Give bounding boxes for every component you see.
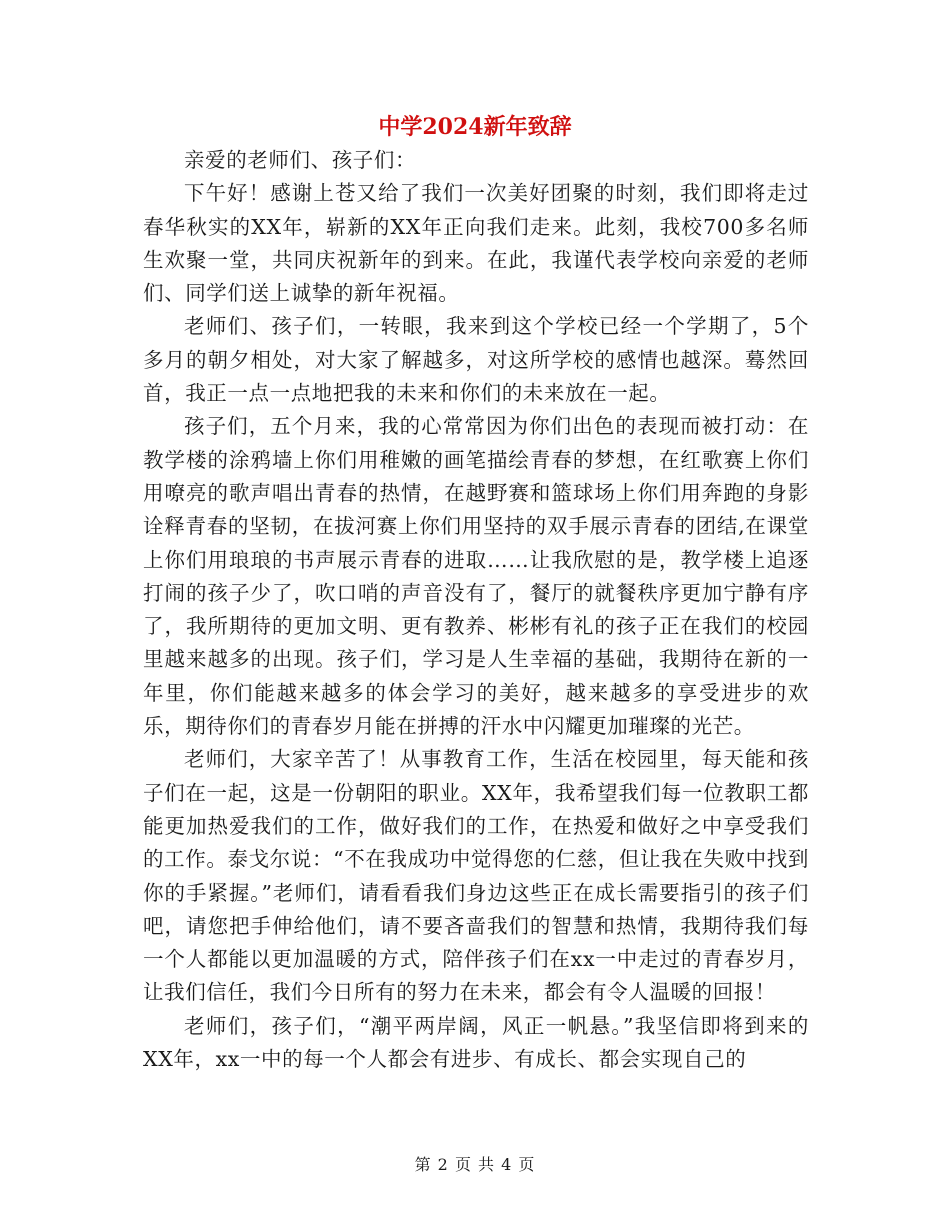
body-paragraph: 老师们、孩子们，一转眼，我来到这个学校已经一个学期了，5个多月的朝夕相处，对大家了解越多，对这所学校的感情也越深。蓦然回首，我正一点一点地把我的未来和你们的未来放在一起。: [143, 314, 809, 406]
body-paragraph: 老师们，大家辛苦了！从事教育工作，生活在校园里，每天能和孩子们在一起，这是一份朝阳的职业。XX年，我希望我们每一位教职工都能更加热爱我们的工作，做好我们的工作，在热爱和做好之中享受我们的工作。泰戈尔说：“不在我成功中觉得您的仁慈，但让我在失败中找到你的手紧握。”老师们，请看看我们身边这些正在成长需要指引的孩子们吧，请您把手伸给他们，请不要吝啬我们的智慧和热情，我期待我们每一个人都能以更加温暖的方式，陪伴孩子们在xx一中走过的青春岁月，让我们信任，我们今日所有的努力在未来，都会有令人温暖的回报！: [143, 747, 809, 1005]
page-number-footer: 第 2 页 共 4 页: [414, 1155, 536, 1174]
greeting-paragraph: 亲爱的老师们、孩子们：: [184, 148, 417, 172]
body-paragraph: 老师们，孩子们，“潮平两岸阔，风正一帆悬。”我坚信即将到来的XX年，xx一中的每一个人都会有进步、有成长、都会实现自己的: [143, 1013, 809, 1072]
body-paragraph: 下午好！感谢上苍又给了我们一次美好团聚的时刻，我们即将走过春华秋实的XX年，崭新的XX年正向我们走来。此刻，我校700多名师生欢聚一堂，共同庆祝新年的到来。在此，我谨代表学校向亲爱的老师们、同学们送上诚挚的新年祝福。: [143, 181, 809, 306]
body-paragraph: 孩子们，五个月来，我的心常常因为你们出色的表现而被打动：在教学楼的涂鸦墙上你们用稚嫩的画笔描绘青春的梦想，在红歌赛上你们用嘹亮的歌声唱出青春的热情，在越野赛和篮球场上你们用奔跑的身影诠释青春的坚韧，在拔河赛上你们用坚持的双手展示青春的团结,在课堂上你们用琅琅的书声展示青春的进取……让我欣慰的是，教学楼上追逐打闹的孩子少了，吹口哨的声音没有了，餐厅的就餐秩序更加宁静有序了，我所期待的更加文明、更有教养、彬彬有礼的孩子正在我们的校园里越来越多的出现。孩子们，学习是人生幸福的基础，我期待在新的一年里，你们能越来越多的体会学习的美好，越来越多的享受进步的欢乐，期待你们的青春岁月能在拼搏的汗水中闪耀更加璀璨的光芒。: [143, 414, 809, 739]
document-body: [143, 144, 809, 1076]
document-title: 中学2024新年致辞: [378, 114, 572, 140]
